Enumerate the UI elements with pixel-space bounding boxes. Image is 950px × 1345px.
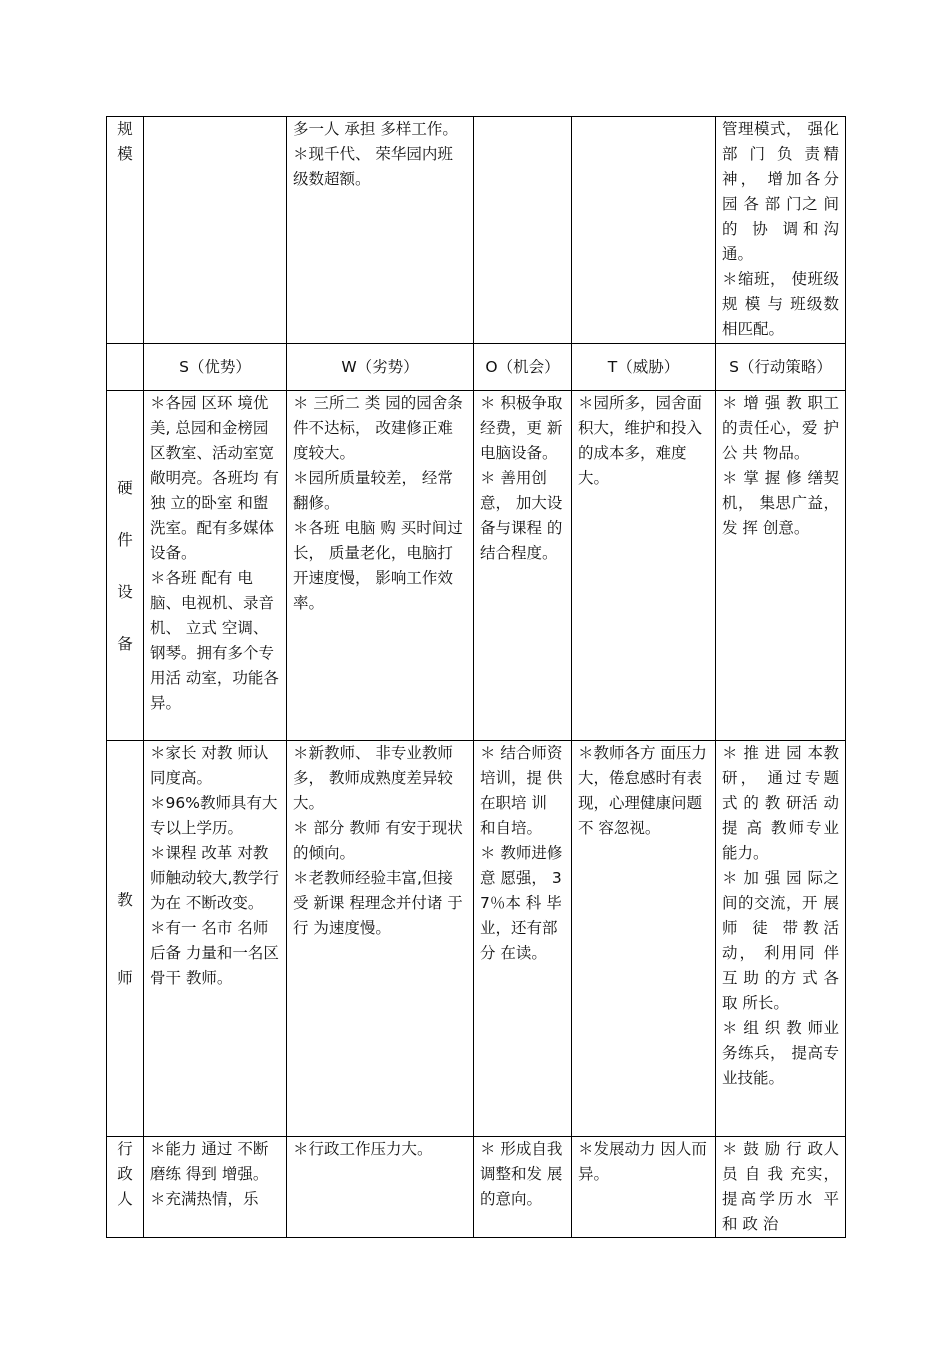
hardware-strategy-item: ＊ 增 强 教 职工的责任心，爱 护 公 共 物品。 (722, 394, 839, 462)
teachers-t-cell (572, 741, 716, 1137)
scale-s-cell (144, 117, 287, 344)
row-scale (107, 117, 846, 344)
hardware-o-item: ＊ 善用创意， 加大设 备与课程 的结合程度。 (480, 469, 563, 562)
admin-s-item: ＊充满热情，乐 (150, 1190, 259, 1208)
admin-w-cell (287, 1137, 474, 1238)
admin-t-item: ＊发展动力 因人而异。 (578, 1140, 707, 1183)
hardware-w-item: ＊ 三所二 类 园的园舍条件不达标， 改建修正难度较大。 (293, 394, 463, 462)
hardware-t-item: ＊园所多，园舍面积大，维护和投入的成本多，难度大。 (578, 394, 703, 487)
hardware-w-item: ＊各班 电脑 购 买时间过长， 质量老化，电脑打开速度慢， 影响工作效率。 (293, 519, 463, 612)
header-row (107, 344, 846, 391)
scale-o-cell (474, 117, 572, 344)
teachers-o-item: ＊ 结合师资 培训，提 供在职培 训 和自培。 (480, 744, 563, 837)
hardware-s-item: ＊各班 配有 电脑、电视机、录音机、 立式 空调、钢琴。拥有多个专 用活 动室，功能各异。 (150, 569, 279, 712)
row-label-admin: 行政人 (107, 1137, 144, 1238)
admin-s-cell (144, 1137, 287, 1238)
hardware-o-cell (474, 391, 572, 741)
hardware-s-item: ＊各园 区环 境优美, 总园和金榜园区教室、活动室宽敞明亮。各班均 有独 立的卧室 和盥 洗室。配有多媒体设备。 (150, 394, 279, 562)
scale-t-cell (572, 117, 716, 344)
teachers-o-cell (474, 741, 572, 1137)
scale-strategy-item: ＊缩班， 使班级 规 模 与 班级数相匹配。 (722, 270, 839, 338)
header-corner (107, 344, 144, 391)
hardware-t-cell (572, 391, 716, 741)
row-label-teachers: 教师 (107, 741, 144, 1137)
hardware-w-cell (287, 391, 474, 741)
teachers-s-item: ＊96%教师具有大专以上学历。 (150, 794, 278, 837)
hardware-o-item: ＊ 积极争取 经费，更 新电脑设备。 (480, 394, 563, 462)
swot-table (106, 116, 846, 1238)
hardware-strategy-item: ＊ 掌 握 修 缮契机， 集思广益， 发 挥 创意。 (722, 469, 839, 537)
teachers-s-item: ＊课程 改革 对教师触动较大,教学行 为在 不断改变。 (150, 844, 279, 912)
hardware-strategy-cell (716, 391, 846, 741)
scale-strategy-cell (716, 117, 846, 344)
row-hardware (107, 391, 846, 741)
teachers-w-item: ＊ 部分 教师 有安于现状的倾向。 (293, 819, 463, 862)
row-teachers (107, 741, 846, 1137)
header-opportunities: O（机会） (474, 344, 572, 391)
header-weaknesses: W（劣势） (287, 344, 474, 391)
teachers-strategy-item: ＊ 推 进 园 本教研， 通过专题 式 的 教 研活 动 提 高 教师专业能力。 (722, 744, 839, 862)
admin-t-cell (572, 1137, 716, 1238)
header-strengths: S（优势） (144, 344, 287, 391)
teachers-w-item: ＊老教师经验丰富,但接受 新课 程理念并付诸 于行 为速度慢。 (293, 869, 463, 937)
header-strategy: S（行动策略） (716, 344, 846, 391)
teachers-w-item: ＊新教师、 非专业教师多， 教师成熟度差异较大。 (293, 744, 453, 812)
teachers-s-item: ＊有一 名市 名师后备 力量和一名区 骨干 教师。 (150, 919, 279, 987)
admin-o-cell (474, 1137, 572, 1238)
admin-s-item: ＊能力 通过 不断磨练 得到 增强。 (150, 1140, 269, 1183)
scale-w-cell (287, 117, 474, 344)
admin-w-item: ＊行政工作压力大。 (293, 1140, 433, 1158)
hardware-w-item: ＊园所质量较差， 经常翻修。 (293, 469, 453, 512)
scale-w-item: 多一人 承担 多样工作。 (293, 120, 458, 138)
teachers-s-cell (144, 741, 287, 1137)
teachers-w-cell (287, 741, 474, 1137)
row-label-hardware: 硬件设备 (107, 391, 144, 741)
teachers-strategy-cell (716, 741, 846, 1137)
row-admin (107, 1137, 846, 1238)
teachers-t-item: ＊教师各方 面压力大，倦怠感时有表现，心理健康问题不 容忽视。 (578, 744, 707, 837)
teachers-o-item: ＊ 教师进修 意 愿强， 37％本 科 毕业，还有部 分 在读。 (480, 844, 563, 962)
row-label-scale: 规模 (107, 117, 144, 344)
teachers-s-item: ＊家长 对教 师认同度高。 (150, 744, 269, 787)
scale-strategy-item: 管理模式， 强化 部 门 负 责精神， 增加各分 园 各 部 门之 间 的 协 调和沟通。 (722, 120, 839, 263)
admin-o-item: ＊ 形成自我 调整和发 展的意向。 (480, 1140, 563, 1208)
admin-strategy-cell (716, 1137, 846, 1238)
hardware-s-cell (144, 391, 287, 741)
scale-w-item: ＊现千代、 荣华园内班级数超额。 (293, 145, 453, 188)
teachers-strategy-item: ＊ 组 织 教 师业务练兵， 提高专业技能。 (722, 1019, 839, 1087)
admin-strategy-item: ＊ 鼓 励 行 政人 员 自 我 充实，提高学历水 平 和 政 治 (722, 1140, 839, 1233)
header-threats: T（威胁） (572, 344, 716, 391)
teachers-strategy-item: ＊ 加 强 园 际之间的交流，开 展 师 徒 带教活动， 利用同 伴 互 助 的方 式 各 取 所长。 (722, 869, 839, 1012)
